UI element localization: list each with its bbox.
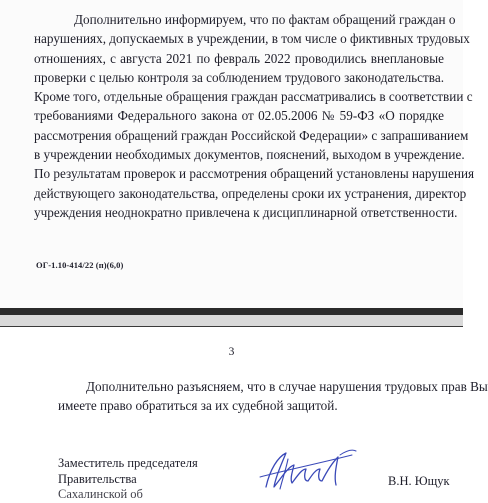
signatory-position-line: Заместитель председателя	[58, 456, 198, 470]
paragraph-line: имеете право обратиться за их судебной защитой.	[58, 398, 338, 414]
page-break-bar	[0, 308, 463, 315]
paragraph-line: действующего законодательства, определены сроки их устранения, директор	[34, 185, 467, 201]
page-break-gap	[0, 315, 463, 326]
document-page-lower	[0, 327, 488, 501]
paragraph-line: требованиями Федерального закона от 02.05.2006 № 59-ФЗ «О порядке	[34, 108, 444, 124]
paragraph-line: Дополнительно информируем, что по фактам обращений граждан о	[74, 12, 456, 27]
signatory-position-line: Сахалинской об	[58, 487, 143, 501]
document-reference-code: ОГ-1.10-414/22 (п)(6,0)	[36, 260, 124, 270]
paragraph-line: нарушениях, допускаемых в учреждении, в том числе о фиктивных трудовых	[34, 31, 470, 47]
paragraph-line: в учреждении необходимых документов, пояснений, выходом в учреждение.	[34, 147, 465, 163]
paragraph-line: рассмотрения обращений граждан Российской Федерации» с запрашиванием	[34, 127, 469, 143]
paragraph-line: Дополнительно разъясняем, что в случае нарушения трудовых прав Вы	[86, 379, 488, 394]
signatory-position-line: Правительства	[58, 471, 137, 486]
body-paragraph-inspections	[34, 10, 475, 222]
body-paragraph-legal-protection	[58, 377, 488, 416]
paragraph-line: проверки с целью контроля за соблюдением трудового законодательства.	[34, 69, 444, 85]
paragraph-line: отношениях, с августа 2021 по февраль 2022 проводились внеплановые	[34, 50, 444, 66]
paragraph-line: По результатам проверок и рассмотрения обращений установлены нарушения	[34, 166, 475, 182]
handwritten-signature	[252, 447, 362, 491]
signer-name: В.Н. Ющук	[388, 474, 450, 488]
page-number: 3	[228, 346, 235, 358]
signatory-position	[58, 456, 198, 503]
paragraph-line: Кроме того, отдельные обращения граждан рассматривались в соответствии с	[34, 89, 473, 105]
paragraph-line: учреждения неоднократно привлечена к дисциплинарной ответственности.	[34, 204, 458, 220]
